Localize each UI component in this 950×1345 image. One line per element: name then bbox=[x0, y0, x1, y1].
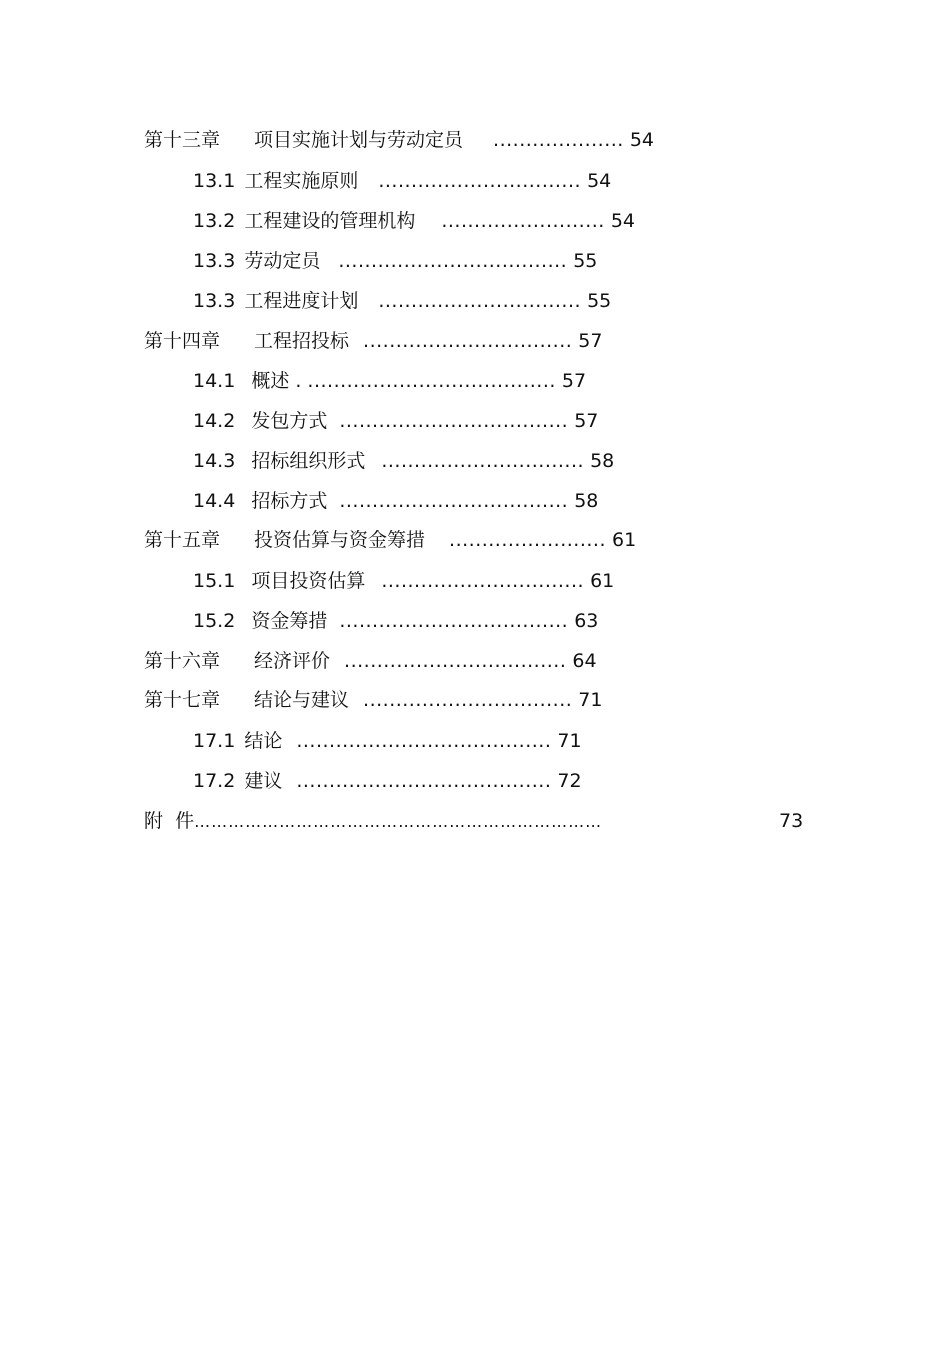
chapter-number: 第十三章 bbox=[144, 129, 221, 151]
chapter-title: 工程招投标 bbox=[254, 330, 350, 352]
page-number: 73 bbox=[779, 810, 804, 832]
section-number: 17.1 bbox=[193, 730, 236, 752]
toc-section-14-1[interactable] bbox=[193, 366, 586, 396]
page-number: 55 bbox=[587, 290, 612, 312]
dot-leader: ................................... bbox=[339, 610, 569, 632]
toc-appendix[interactable] bbox=[144, 806, 824, 836]
section-title: 工程进度计划 bbox=[244, 290, 359, 312]
section-number: 14.4 bbox=[193, 490, 236, 512]
section-title: 资金筹措 bbox=[251, 610, 328, 632]
toc-section-13-2[interactable] bbox=[193, 206, 635, 236]
chapter-number: 第十四章 bbox=[144, 330, 221, 352]
dot-leader: .................... bbox=[493, 129, 624, 151]
toc-section-17-1[interactable] bbox=[193, 726, 582, 756]
dot-leader: ........................ bbox=[449, 529, 606, 551]
page-number: 61 bbox=[590, 570, 615, 592]
toc-section-15-2[interactable] bbox=[193, 606, 598, 636]
section-number: 14.3 bbox=[193, 450, 236, 472]
toc-section-13-3[interactable] bbox=[193, 246, 597, 276]
chapter-title: 结论与建议 bbox=[254, 689, 350, 711]
chapter-title: 项目实施计划与劳动定员 bbox=[254, 129, 464, 151]
dot-leader: .................................. bbox=[344, 650, 567, 672]
section-number: 17.2 bbox=[193, 770, 236, 792]
page-number: 72 bbox=[557, 770, 582, 792]
section-title: 结论 bbox=[244, 730, 283, 752]
section-title: 项目投资估算 bbox=[251, 570, 366, 592]
section-title: 招标组织形式 bbox=[251, 450, 366, 472]
toc-chapter-14[interactable] bbox=[144, 326, 602, 356]
toc-section-13-1[interactable] bbox=[193, 166, 611, 196]
dot-leader: ................................ bbox=[363, 689, 573, 711]
toc-chapter-13[interactable] bbox=[144, 125, 654, 155]
dot-leader: ……………………………………………………………… bbox=[194, 812, 603, 831]
section-number: 15.1 bbox=[193, 570, 236, 592]
page-number: 54 bbox=[587, 170, 612, 192]
section-title: 工程建设的管理机构 bbox=[244, 210, 416, 232]
section-title: 劳动定员 bbox=[244, 250, 321, 272]
toc-section-15-1[interactable] bbox=[193, 566, 614, 596]
section-number: 13.1 bbox=[193, 170, 236, 192]
toc-section-14-4[interactable] bbox=[193, 486, 598, 516]
section-title: 建议 bbox=[244, 770, 283, 792]
section-number: 14.1 bbox=[193, 370, 236, 392]
section-number: 14.2 bbox=[193, 410, 236, 432]
page-number: 57 bbox=[574, 410, 599, 432]
section-title: 概述 . bbox=[251, 370, 302, 392]
dot-leader: ............................... bbox=[381, 570, 585, 592]
dot-leader: ................................... bbox=[338, 250, 568, 272]
page-number: 71 bbox=[578, 689, 603, 711]
dot-leader: ............................... bbox=[381, 450, 585, 472]
toc-chapter-16[interactable] bbox=[144, 646, 597, 676]
toc-section-13-3-schedule[interactable] bbox=[193, 286, 611, 316]
section-title: 工程实施原则 bbox=[244, 170, 359, 192]
dot-leader: ....................................... bbox=[296, 770, 552, 792]
toc-section-14-2[interactable] bbox=[193, 406, 598, 436]
page-number: 54 bbox=[610, 210, 636, 232]
section-title: 招标方式 bbox=[251, 490, 328, 512]
dot-leader: ................................ bbox=[363, 330, 573, 352]
appendix-label: 附 件 bbox=[144, 810, 195, 832]
page-number: 71 bbox=[557, 730, 582, 752]
section-title: 发包方式 bbox=[251, 410, 328, 432]
dot-leader: ............................... bbox=[378, 170, 582, 192]
page-number: 57 bbox=[561, 370, 587, 392]
dot-leader: ................................... bbox=[339, 490, 569, 512]
page-number: 58 bbox=[574, 490, 599, 512]
section-number: 13.2 bbox=[193, 210, 236, 232]
page-number: 61 bbox=[611, 529, 637, 551]
page-number: 55 bbox=[573, 250, 598, 272]
chapter-number: 第十六章 bbox=[144, 650, 221, 672]
toc-section-14-3[interactable] bbox=[193, 446, 614, 476]
dot-leader: ................................... bbox=[339, 410, 569, 432]
chapter-title: 经济评价 bbox=[254, 650, 331, 672]
page-number: 57 bbox=[578, 330, 603, 352]
chapter-number: 第十五章 bbox=[144, 529, 221, 551]
dot-leader: ...................................... bbox=[307, 370, 556, 392]
page-number: 64 bbox=[572, 650, 597, 672]
section-number: 15.2 bbox=[193, 610, 236, 632]
section-number: 13.3 bbox=[193, 290, 236, 312]
page-number: 58 bbox=[590, 450, 615, 472]
dot-leader: ....................................... bbox=[296, 730, 552, 752]
page-number: 54 bbox=[629, 129, 655, 151]
chapter-title: 投资估算与资金筹措 bbox=[254, 529, 426, 551]
dot-leader: ......................... bbox=[441, 210, 605, 232]
toc-section-17-2[interactable] bbox=[193, 766, 582, 796]
dot-leader: ............................... bbox=[378, 290, 582, 312]
toc-chapter-15[interactable] bbox=[144, 525, 636, 555]
page-number: 63 bbox=[574, 610, 599, 632]
toc-chapter-17[interactable] bbox=[144, 685, 602, 715]
section-number: 13.3 bbox=[193, 250, 236, 272]
chapter-number: 第十七章 bbox=[144, 689, 221, 711]
